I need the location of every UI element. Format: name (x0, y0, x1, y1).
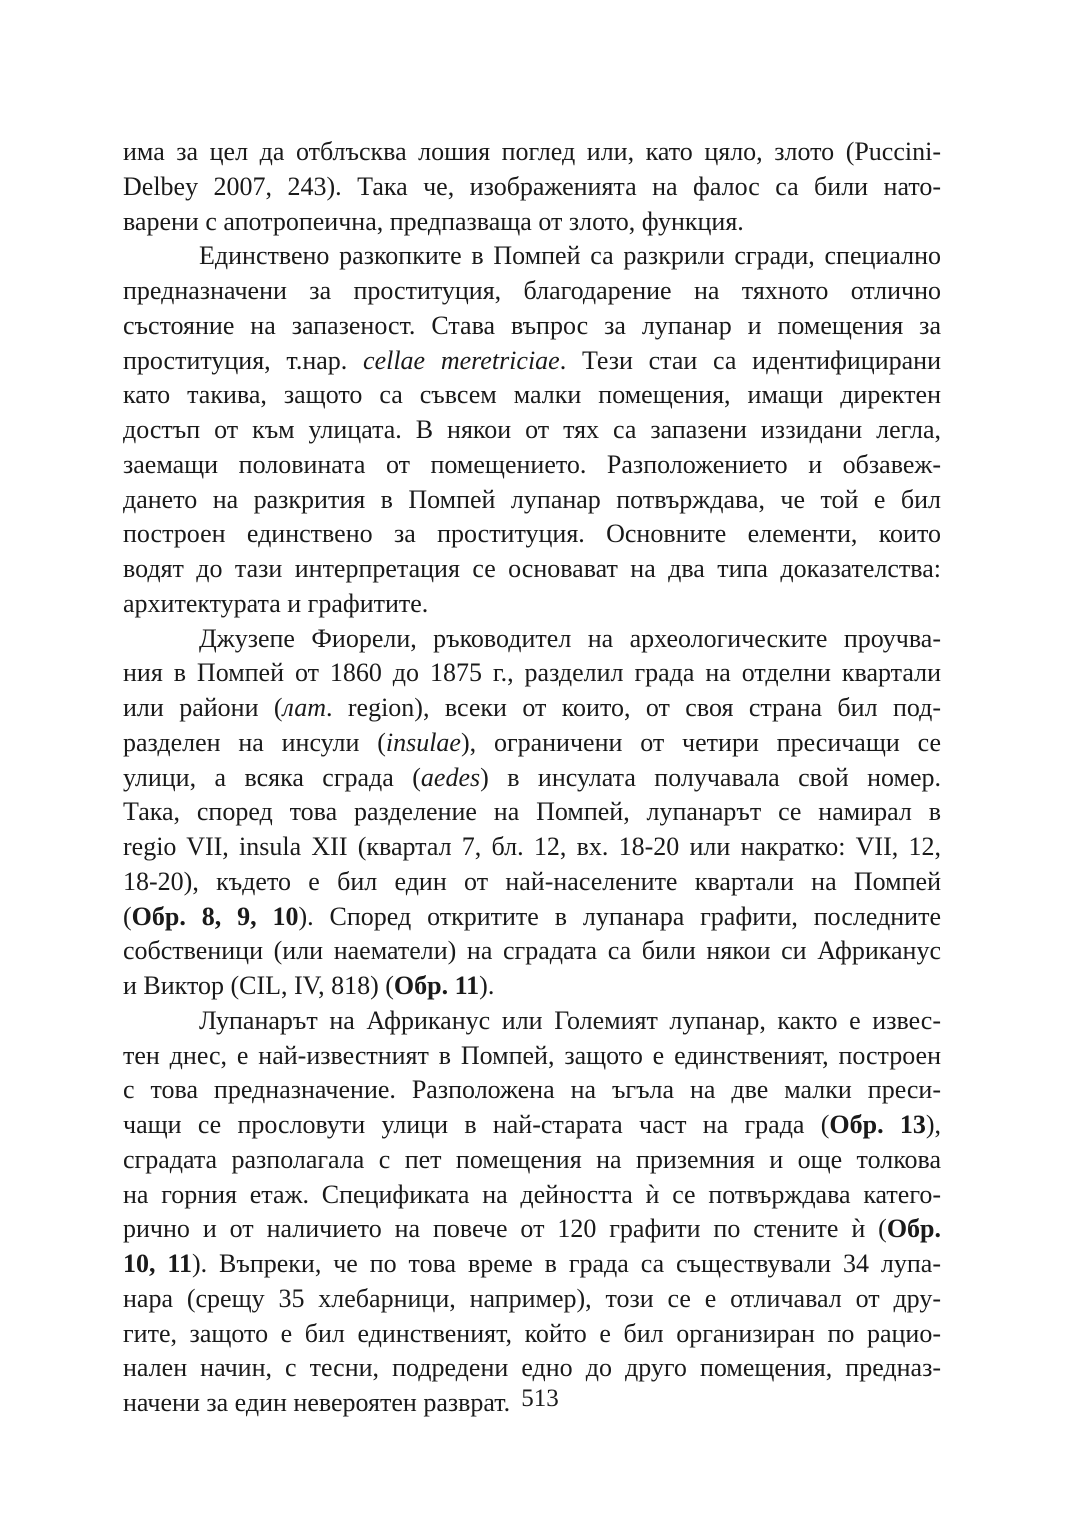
text-line (123, 761, 941, 796)
text-line (123, 900, 941, 935)
italic-text: лат (282, 693, 326, 722)
text-segment: ), (925, 1110, 942, 1139)
text-segment: улици, а всяка сграда ( (123, 762, 421, 792)
text-segment: Единствено разкопките в Помпей са разкрили сгради, специално (199, 241, 941, 271)
text-segment: рично и от наличието на повече от 120 графити по стените ѝ ( (123, 1214, 887, 1244)
text-segment: Лупанарът на Африканус или Големият лупанар, както е извес- (199, 1005, 941, 1035)
text-line (123, 378, 941, 413)
text-segment: разделен на инсули ( (123, 727, 386, 757)
text-segment: начени за един невероятен разврат. (123, 1388, 511, 1417)
text-line (123, 448, 941, 483)
text-segment: ( (123, 901, 132, 931)
text-segment: предназначени за проституция, благодарение на тяхното отлично (123, 276, 941, 305)
page-number: 513 (521, 1385, 559, 1412)
text-line (123, 552, 941, 587)
text-segment: ), ограничени от четири пресичащи се (460, 727, 941, 757)
bold-figure-reference: Обр. (886, 1214, 941, 1244)
text-line (123, 274, 941, 309)
text-line (123, 239, 941, 274)
text-segment: като такива, защото са съвсем малки помещения, имащи директен (123, 380, 941, 410)
text-segment: чащи се прословути улици в най-старата част на града ( (123, 1110, 830, 1139)
text-line (123, 1282, 941, 1317)
text-segment: дането на разкрития в Помпей лупанар потвърждава, че той е бил (123, 484, 941, 514)
text-line (123, 865, 941, 900)
text-line (123, 309, 941, 344)
text-segment: и Виктор (CIL, IV, 818) ( (123, 971, 394, 1000)
text-segment: 18-20), където е бил един от най-населените квартали на Помпей (123, 866, 941, 896)
text-line (123, 170, 941, 205)
text-segment: ). Въпреки, че по това време в града са съществували 34 лупа- (191, 1249, 941, 1278)
text-segment: . Тези стаи са идентифицирани (559, 345, 942, 375)
text-segment: заемащи половината от помещението. Разположението и обзавеж- (123, 449, 941, 479)
text-segment: Джузепе Фиорели, ръководител на археологическите проучва- (199, 623, 941, 653)
text-line (123, 587, 941, 622)
text-segment: или райони ( (123, 693, 283, 722)
text-segment: нара (срещу 35 хлебарници, например), този се е отличавал от дру- (123, 1283, 941, 1313)
text-line (123, 413, 941, 448)
text-line (123, 1108, 941, 1143)
text-line (123, 622, 941, 657)
text-line (123, 205, 941, 240)
text-segment: regio VII, insula XII (квартал 7, бл. 12, вх. 18-20 или накратко: VII, 12, (123, 832, 941, 861)
text-line (123, 1004, 941, 1039)
text-segment: състояние на запазеност. Става въпрос за лупанар и помещения за (123, 310, 941, 340)
text-segment: ). Според откритите в лупанара графити, последните (298, 901, 941, 931)
text-line (123, 1212, 941, 1247)
bold-figure-reference: Обр. 11 (393, 971, 480, 1000)
text-line (123, 1317, 941, 1352)
text-segment: тен днес, е най-известният в Помпей, защото е единственият, построен (123, 1040, 941, 1070)
text-line (123, 1178, 941, 1213)
text-line (123, 726, 941, 761)
text-segment: с това предназначение. Разположена на ъгъла на две малки преси- (123, 1075, 941, 1105)
text-line (123, 795, 941, 830)
text-segment: . region), всеки от които, от своя страна бил под- (325, 693, 941, 722)
text-segment: сградата разполагала с пет помещения на приземния и още толкова (123, 1144, 941, 1174)
text-line (123, 483, 941, 518)
text-line (123, 656, 941, 691)
bold-figure-reference: Обр. 8, 9, 10 (131, 901, 299, 931)
text-segment: ) в инсулата получавала свой номер. (480, 762, 942, 792)
text-line (123, 691, 941, 726)
text-segment: ния в Помпей от 1860 до 1875 г., разделил града на отделни квартали (123, 658, 941, 688)
italic-text: cellae meretriciae (363, 345, 560, 375)
text-line (123, 969, 941, 1004)
text-segment: архитектурата и графитите. (123, 588, 429, 618)
text-segment: построен единствено за проституция. Основните елементи, които (123, 519, 941, 549)
italic-text: insulae (385, 727, 461, 757)
text-line (123, 1073, 941, 1108)
text-line (123, 934, 941, 969)
text-segment: нален начин, с тесни, подредени едно до друго помещения, предназ- (123, 1353, 941, 1383)
text-segment: проституция, т.нар. (123, 345, 364, 375)
text-line (123, 830, 941, 865)
text-segment: на горния етаж. Спецификата на дейността ѝ се потвърждава катего- (123, 1179, 941, 1209)
text-segment: достъп от към улицата. В някои от тях са запазени иззидани легла, (123, 415, 941, 444)
text-segment: водят до тази интерпретация се основават на два типа доказателства: (123, 554, 941, 583)
text-segment: собственици (или наематели) на сградата са били някои си Африканус (123, 936, 941, 966)
text-line (123, 1247, 941, 1282)
italic-text: aedes (420, 762, 481, 792)
bold-figure-reference: Обр. 13 (829, 1110, 926, 1139)
text-line (123, 1039, 941, 1074)
bold-figure-reference: 10, 11 (123, 1249, 192, 1278)
text-line (123, 517, 941, 552)
text-segment: варени с апотропеична, предпазваща от злото, функция. (123, 206, 744, 236)
text-segment: има за цел да отблъсква лошия поглед или, като цяло, злото (Puccini- (123, 137, 941, 166)
text-segment: гите, защото е бил единственият, който е бил организиран по рацио- (123, 1318, 941, 1348)
text-segment: Така, според това разделение на Помпей, лупанарът се намирал в (123, 797, 941, 827)
page-body (123, 135, 941, 1421)
text-line (123, 344, 941, 379)
text-line (123, 1143, 941, 1178)
text-segment: ). (479, 971, 495, 1000)
text-line (123, 1351, 941, 1386)
text-segment: Delbey 2007, 243). Така че, изображенията на фалос са били нато- (123, 171, 941, 201)
text-line (123, 135, 941, 170)
